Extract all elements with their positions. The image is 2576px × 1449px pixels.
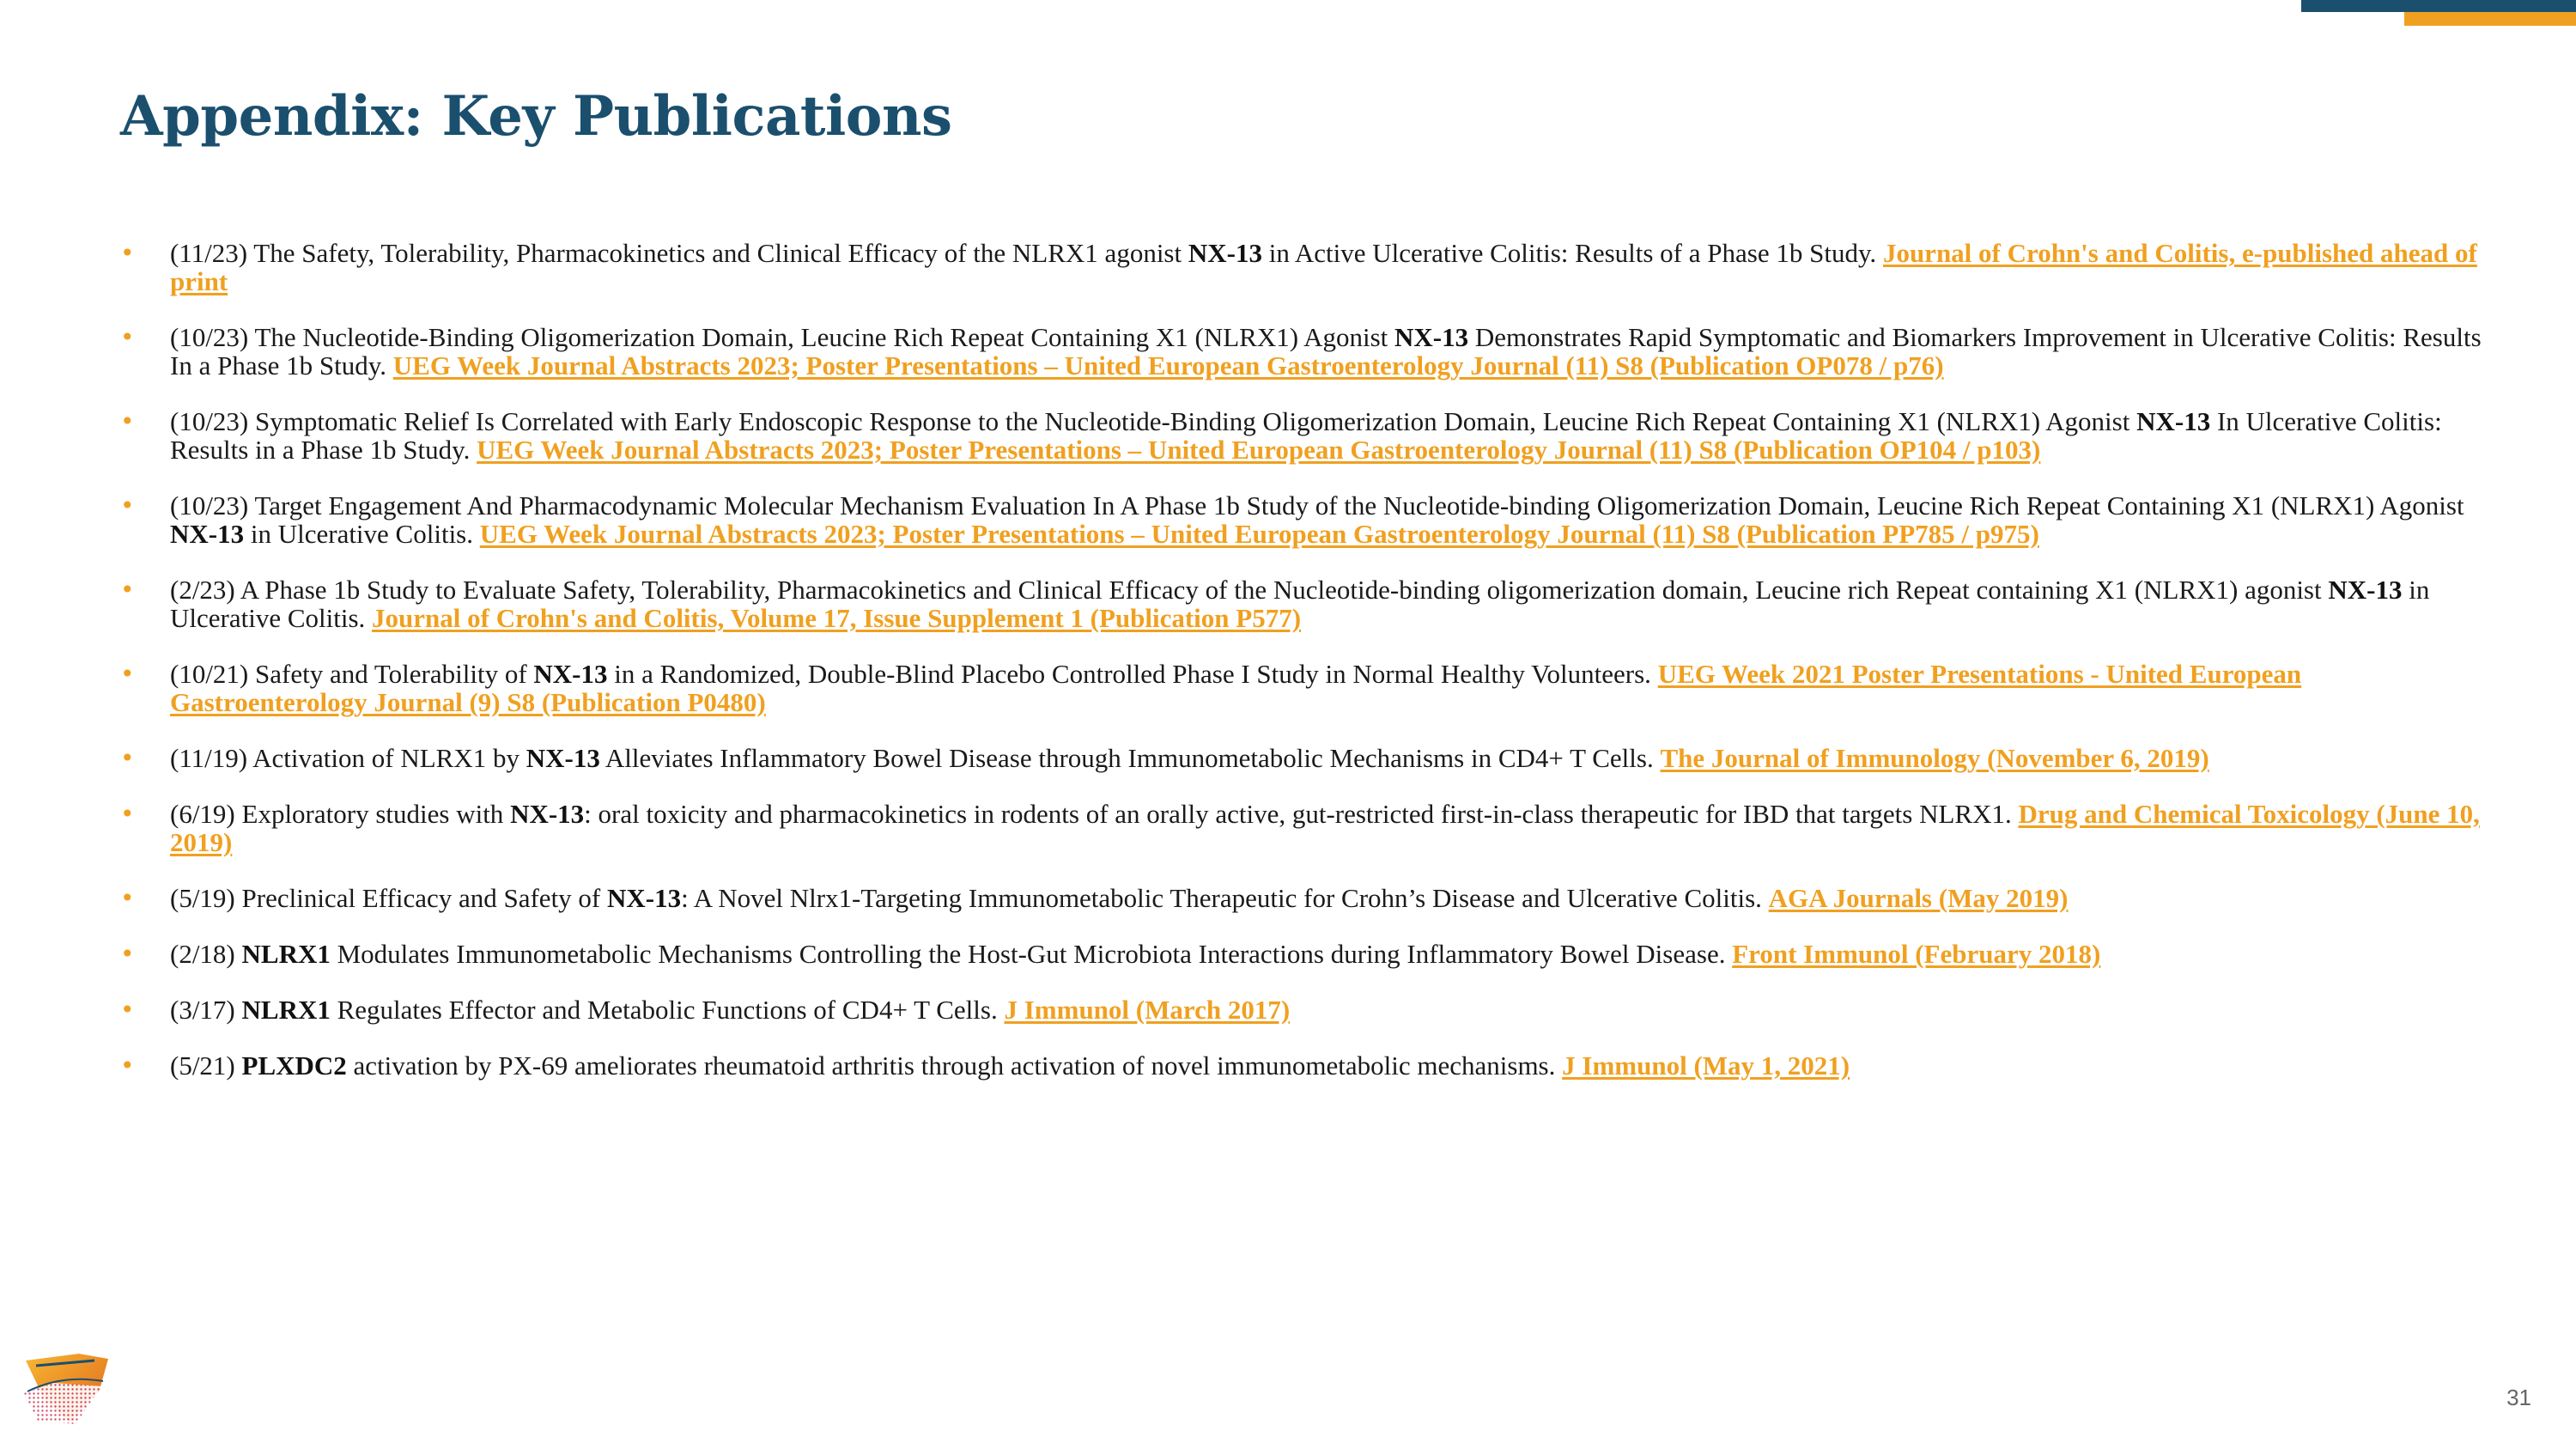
bullet-icon: • (120, 800, 135, 828)
publication-text: In Ulcerative Colitis: Results in a Phase 1b Study. (170, 406, 2442, 465)
publication-link[interactable]: J Immunol (May 1, 2021) (1562, 1050, 1850, 1081)
page-title: Appendix: Key Publications (120, 84, 952, 149)
publication-text: (10/23) The Nucleotide-Binding Oligomerization Domain, Leucine Rich Repeat Containing X1 (NLRX1) Agonist (170, 322, 1395, 352)
drug-name: NX-13 (170, 519, 245, 549)
publication-link[interactable]: AGA Journals (May 2019) (1768, 883, 2069, 913)
drug-name: NX-13 (510, 799, 585, 829)
drug-name: NX-13 (526, 743, 600, 773)
bullet-icon: • (120, 744, 135, 772)
publication-text: (2/18) (170, 939, 242, 969)
publication-link[interactable]: The Journal of Immunology (November 6, 2019) (1660, 743, 2209, 773)
publication-text: (5/21) (170, 1050, 242, 1081)
publication-text: in Ulcerative Colitis. (244, 519, 480, 549)
publication-item (120, 407, 2490, 464)
drug-name: NX-13 (2136, 406, 2211, 436)
publication-item (120, 1051, 2490, 1080)
bullet-icon: • (120, 575, 135, 604)
bullet-icon: • (120, 1051, 135, 1080)
publication-text: (10/23) Target Engagement And Pharmacodynamic Molecular Mechanism Evaluation In A Phase 1b Study of the Nucleotide-binding Oligomerization Domain, Leucine Rich Repeat Containing X1 (NLRX1) Agonist (170, 490, 2464, 521)
publication-text: in Active Ulcerative Colitis: Results of a Phase 1b Study. (1261, 238, 1883, 268)
shield-logo-icon (19, 1349, 115, 1428)
publication-text: (2/23) A Phase 1b Study to Evaluate Safety, Tolerability, Pharmacokinetics and Clinical Efficacy of the Nucleotide-binding oligomerization domain, Leucine rich Repeat containing X1 (NLRX1) agonist (170, 575, 2329, 605)
publication-text: (5/19) Preclinical Efficacy and Safety of (170, 883, 608, 913)
top-accent-bar-orange (2404, 12, 2576, 26)
drug-name: NX-13 (2328, 575, 2403, 605)
publication-link[interactable]: Front Immunol (February 2018) (1732, 939, 2101, 969)
bullet-icon: • (120, 660, 135, 688)
drug-name: NX-13 (533, 659, 608, 689)
publication-text: (11/19) Activation of NLRX1 by (170, 743, 526, 773)
bullet-icon: • (120, 491, 135, 520)
drug-name: NX-13 (1188, 238, 1262, 268)
publication-item (120, 575, 2490, 632)
publication-text: activation by PX-69 ameliorates rheumatoid arthritis through activation of novel immunometabolic mechanisms. (346, 1050, 1563, 1081)
publication-item (120, 491, 2490, 548)
drug-name: NLRX1 (241, 995, 331, 1025)
publication-text: : oral toxicity and pharmacokinetics in rodents of an orally active, gut-restricted first-in-class therapeutic for IBD that targets NLRX1. (584, 799, 2019, 829)
publication-text: Alleviates Inflammatory Bowel Disease through Immunometabolic Mechanisms in CD4+ T Cells. (599, 743, 1661, 773)
drug-name: PLXDC2 (241, 1050, 347, 1081)
bullet-icon: • (120, 995, 135, 1024)
drug-name: NX-13 (607, 883, 682, 913)
publication-text: Modulates Immunometabolic Mechanisms Controlling the Host-Gut Microbiota Interactions during Inflammatory Bowel Disease. (330, 939, 1733, 969)
publication-item (120, 884, 2490, 912)
drug-name: NX-13 (1394, 322, 1469, 352)
publication-text: (6/19) Exploratory studies with (170, 799, 511, 829)
publication-item (120, 800, 2490, 856)
publication-text: in a Randomized, Double-Blind Placebo Controlled Phase I Study in Normal Healthy Volunteers. (607, 659, 1658, 689)
publication-link[interactable]: UEG Week 2021 Poster Presentations - United European Gastroenterology Journal (9) S8 (Publication P0480) (170, 659, 2302, 717)
publication-text: Demonstrates Rapid Symptomatic and Biomarkers Improvement in Ulcerative Colitis: Results In a Phase 1b Study. (170, 322, 2482, 381)
top-accent-bar-blue (2301, 0, 2576, 12)
publication-item (120, 940, 2490, 968)
publication-link[interactable]: Drug and Chemical Toxicology (June 10, 2019) (170, 799, 2480, 857)
publication-link[interactable]: UEG Week Journal Abstracts 2023; Poster Presentations – United European Gastroenterology Journal (11) S8 (Publication OP078 / p76) (392, 350, 1944, 381)
publication-text: in Ulcerative Colitis. (170, 575, 2430, 633)
publication-link[interactable]: Journal of Crohn's and Colitis, Volume 17, Issue Supplement 1 (Publication P577) (372, 603, 1302, 633)
publication-list (120, 239, 2490, 1107)
bullet-icon: • (120, 239, 135, 267)
publication-item (120, 744, 2490, 772)
publication-text: (10/21) Safety and Tolerability of (170, 659, 534, 689)
bullet-icon: • (120, 940, 135, 968)
publication-link[interactable]: UEG Week Journal Abstracts 2023; Poster Presentations – United European Gastroenterology Journal (11) S8 (Publication PP785 / p975) (479, 519, 2039, 549)
publication-text: : A Novel Nlrx1-Targeting Immunometabolic Therapeutic for Crohn’s Disease and Ulcerative Colitis. (681, 883, 1769, 913)
publication-item (120, 660, 2490, 716)
bullet-icon: • (120, 884, 135, 912)
publication-text: (10/23) Symptomatic Relief Is Correlated with Early Endoscopic Response to the Nucleotide-Binding Oligomerization Domain, Leucine Rich Repeat Containing X1 (NLRX1) Agonist (170, 406, 2137, 436)
publication-text: (3/17) (170, 995, 242, 1025)
publication-text: Regulates Effector and Metabolic Functions of CD4+ T Cells. (330, 995, 1005, 1025)
publication-item (120, 323, 2490, 380)
publication-link[interactable]: Journal of Crohn's and Colitis, e-published ahead of print (170, 238, 2477, 296)
publication-link[interactable]: J Immunol (March 2017) (1004, 995, 1291, 1025)
publication-link[interactable]: UEG Week Journal Abstracts 2023; Poster Presentations – United European Gastroenterology Journal (11) S8 (Publication OP104 / p103) (477, 435, 2041, 465)
page-number: 31 (2506, 1385, 2531, 1410)
drug-name: NLRX1 (241, 939, 331, 969)
bullet-icon: • (120, 407, 135, 435)
publication-item (120, 995, 2490, 1024)
publication-item (120, 239, 2490, 295)
publication-text: (11/23) The Safety, Tolerability, Pharmacokinetics and Clinical Efficacy of the NLRX1 agonist (170, 238, 1188, 268)
bullet-icon: • (120, 323, 135, 351)
